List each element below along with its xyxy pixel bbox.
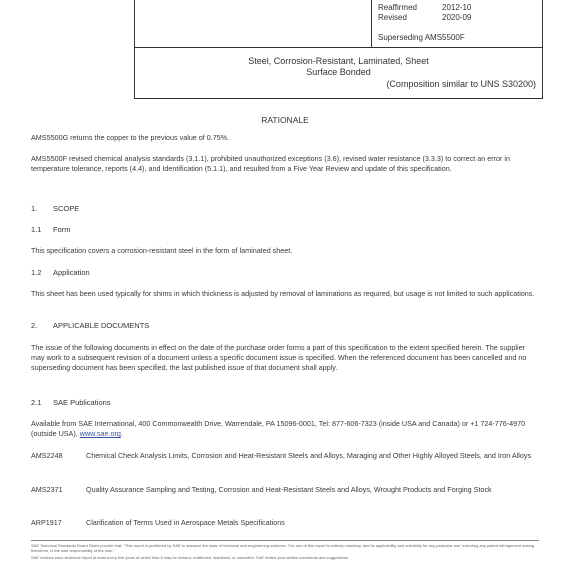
spec-title-line3: (Composition similar to UNS S30200) — [386, 79, 536, 89]
reference-code: AMS2248 — [31, 451, 63, 460]
application-paragraph: This sheet has been used typically for shims in which thickness is adjusted by removal of laminations as required, but usage is not limited to such applications. — [31, 289, 535, 298]
footer-disclaimer: SAE Technical Standards Board Rules provide that: "This report is published by SAE to advance the state of technical and engineering sciences. The use of this report is entirely voluntary, and its applicability and suitability for any particular use, including any patent infringement arising therefrom, is the sole responsibility of the user." — [31, 543, 535, 553]
section-1-1-heading — [31, 225, 71, 234]
section-1-2-number: 1.2 — [31, 268, 42, 277]
revised-value: 2020-09 — [442, 13, 472, 22]
revised-label: Revised — [378, 13, 407, 22]
reaffirmed-value: 2012-10 — [442, 3, 472, 12]
section-2-1-title: SAE Publications — [53, 398, 111, 407]
reference-description: Clarification of Terms Used in Aerospace Metals Specifications — [86, 518, 285, 527]
section-2-1-heading — [31, 398, 111, 407]
sae-availability-end: . — [120, 429, 123, 438]
section-2-1-number: 2.1 — [31, 398, 42, 407]
rationale-heading: RATIONALE — [261, 115, 309, 125]
section-1-2-heading — [31, 268, 90, 277]
reference-description: Quality Assurance Sampling and Testing, Corrosion and Heat-Resistant Steels and Alloys, Wrought Products and Forging Stock — [86, 485, 492, 494]
footer-review-note: SAE reviews each technical report at least every five years at which time it may be revised, reaffirmed, stabilized, or cancelled. SAE invites your written comments and suggestions. — [31, 555, 350, 560]
section-1-1-number: 1.1 — [31, 225, 42, 234]
section-1-2-title: Application — [53, 268, 90, 277]
superseding-note: Superseding AMS5500F — [378, 33, 465, 42]
spec-title-line1: Steel, Corrosion-Resistant, Laminated, Sheet — [248, 56, 429, 66]
header-block — [134, 0, 543, 98]
reference-description: Chemical Check Analysis Limits, Corrosion and Heat-Resistant Steels and Alloys, Maraging and Other Highly Alloyed Steels, and Iron Alloys — [86, 451, 532, 460]
header-top-box — [134, 0, 543, 48]
footer-divider — [31, 540, 539, 541]
rationale-para-1: AMS5500G returns the copper to the previous value of 0.75%. — [31, 133, 230, 142]
section-1-title: SCOPE — [53, 204, 80, 213]
reaffirmed-row — [378, 3, 471, 12]
sae-website-link[interactable]: www.sae.org — [79, 429, 121, 438]
sae-availability-text: Available from SAE International, 400 Commonwealth Drive, Warrendale, PA 15096-0001, Tel: 877-606-7323 (inside USA and Canada) or +1 724-776-4970 (outside USA), — [31, 419, 526, 438]
spec-title-line2: Surface Bonded — [306, 67, 371, 77]
section-1-1-title: Form — [53, 225, 71, 234]
header-divider — [371, 0, 372, 47]
section-2-title: APPLICABLE DOCUMENTS — [53, 321, 150, 330]
sae-availability-paragraph — [31, 419, 539, 439]
rationale-para-2: AMS5500F revised chemical analysis standards (3.1.1), prohibited unauthorized exceptions (3.6), revised water resistance (3.3.3) to correct an error in temperature tolerance, reports (4.4), and Identification (5.1.1), and resulted from a Five Year Review and update of this specification. — [31, 154, 510, 173]
applicable-documents-paragraph: The issue of the following documents in effect on the date of the purchase order forms a part of this specification to the extent specified herein. The supplier may work to a subsequent revision of a document unless a specific document issue is specified. When the referenced document has been cancelled and no superseding document has been specified, the last published issue of that document shall apply. — [31, 343, 527, 372]
reference-code: ARP1917 — [31, 518, 62, 527]
section-1-heading — [31, 204, 79, 213]
revised-row — [378, 13, 471, 22]
section-1-number: 1. — [31, 204, 38, 213]
form-paragraph: This specification covers a corrosion-resistant steel in the form of laminated sheet. — [31, 246, 293, 255]
section-2-number: 2. — [31, 321, 38, 330]
title-box — [134, 47, 543, 99]
section-2-heading — [31, 321, 149, 330]
reference-code: AMS2371 — [31, 485, 63, 494]
reaffirmed-label: Reaffirmed — [378, 3, 417, 12]
